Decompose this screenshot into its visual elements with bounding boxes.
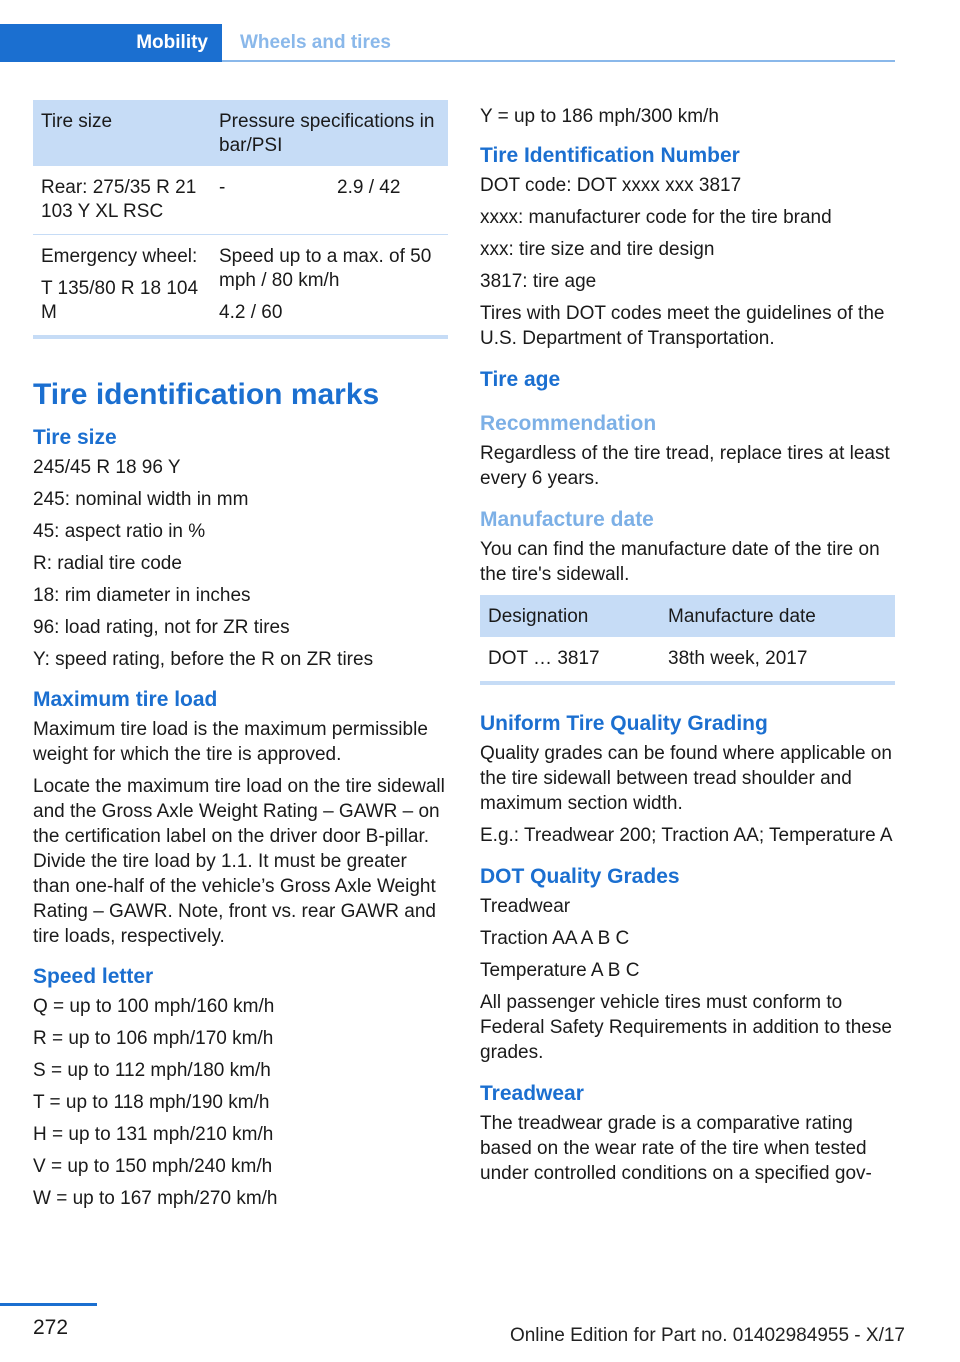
section-heading-max-load: Maximum tire load [33, 688, 218, 711]
section-heading-tire-size: Tire size [33, 426, 117, 449]
section-heading-speed-letter: Speed letter [33, 965, 154, 988]
table-cell: 38th week, 2017 [660, 637, 895, 683]
main-heading: Tire identification marks [33, 378, 380, 411]
table-row [33, 166, 448, 235]
table-row [33, 235, 448, 338]
footer-divider [0, 1303, 97, 1306]
left-column [33, 100, 448, 1218]
text-line: 3817: tire age [480, 271, 597, 292]
text-line: W = up to 167 mph/270 km/h [33, 1188, 278, 1209]
paragraph: E.g.: Treadwear 200; Traction AA; Temperature A [480, 825, 893, 846]
text-line: T = up to 118 mph/190 km/h [33, 1092, 270, 1113]
text-line: xxx: tire size and tire design [480, 239, 715, 260]
text-line: Treadwear [480, 896, 571, 917]
table-cell: - [211, 166, 329, 235]
tab-mobility[interactable]: Mobility [0, 24, 222, 62]
text-line: S = up to 112 mph/180 km/h [33, 1060, 271, 1081]
paragraph: Quality grades can be found where applicable on the tire sidewall between tread shoulder and maximum section width. [480, 743, 892, 814]
text-line: 96: load rating, not for ZR tires [33, 617, 290, 638]
text-line: 18: rim diameter in inches [33, 585, 251, 606]
text-line: 245/45 R 18 96 Y [33, 457, 181, 478]
text-line: Q = up to 100 mph/160 km/h [33, 996, 275, 1017]
paragraph: Regardless of the tire tread, replace tires at least every 6 years. [480, 443, 890, 489]
text-line: Y = up to 186 mph/300 km/h [480, 106, 719, 127]
table-cell [33, 235, 211, 338]
cell-text: Emergency wheel: [41, 246, 198, 267]
manufacture-date-table [480, 595, 895, 685]
paragraph: You can find the manufacture date of the tire on the tire's sidewall. [480, 539, 880, 585]
paragraph: The treadwear grade is a comparative rating based on the wear rate of the tire when tested under controlled conditions on a specified gov- [480, 1113, 872, 1184]
text-line: R = up to 106 mph/170 km/h [33, 1028, 274, 1049]
page-header [0, 24, 895, 62]
section-heading-utqg: Uniform Tire Quality Grading [480, 712, 768, 735]
section-heading-tin: Tire Identification Number [480, 144, 740, 167]
table-cell: 2.9 / 42 [329, 166, 448, 235]
paragraph: Tires with DOT codes meet the guidelines of the U.S. Department of Transportation. [480, 303, 885, 349]
text-line: 245: nominal width in mm [33, 489, 249, 510]
text-line: 45: aspect ratio in % [33, 521, 206, 542]
cell-text: Speed up to a max. of 50 mph / 80 km/h [219, 246, 432, 291]
text-line: R: radial tire code [33, 553, 182, 574]
text-line: xxxx: manufacturer code for the tire brand [480, 207, 832, 228]
table-row [480, 637, 895, 683]
subheading-manufacture-date: Manufacture date [480, 508, 654, 531]
table-cell: DOT … 3817 [480, 637, 660, 683]
subheading-recommendation: Recommendation [480, 412, 657, 435]
table-cell [211, 235, 448, 338]
table-header-cell: Designation [480, 595, 660, 637]
table-header-row [480, 595, 895, 637]
cell-text: T 135/80 R 18 104 M [41, 278, 199, 323]
table-header-cell: Tire size [33, 100, 211, 166]
section-heading-treadwear: Treadwear [480, 1082, 584, 1105]
paragraph: Locate the maximum tire load on the tire sidewall and the Gross Axle Weight Rating – GAWR – on the certification label on the driver door B-pillar. Divide the tire load by 1.1. It must be greater than one-half of the vehicle’s Gross Axle Weight Rating – GAWR. Note, front vs. rear GAWR and tire loads, respectively. [33, 776, 445, 947]
text-line: H = up to 131 mph/210 km/h [33, 1124, 274, 1145]
table-header-cell: Manufacture date [660, 595, 895, 637]
section-heading-tire-age: Tire age [480, 368, 561, 391]
table-header-row [33, 100, 448, 166]
header-divider [222, 60, 895, 62]
table-header-cell: Pressure specifications in bar/PSI [211, 100, 448, 166]
text-line: V = up to 150 mph/240 km/h [33, 1156, 273, 1177]
footer-edition: Online Edition for Part no. 01402984955 - X/17 [509, 1325, 905, 1346]
cell-text: 4.2 / 60 [219, 302, 283, 323]
text-line: Temperature A B C [480, 960, 640, 981]
section-heading-dot-grades: DOT Quality Grades [480, 865, 680, 888]
paragraph: Maximum tire load is the maximum permissible weight for which the tire is approved. [33, 719, 428, 765]
table-cell: Rear: 275/35 R 21 103 Y XL RSC [33, 166, 211, 235]
paragraph: All passenger vehicle tires must conform to Federal Safety Requirements in addition to these grades. [480, 992, 892, 1063]
text-line: Traction AA A B C [480, 928, 630, 949]
text-line: Y: speed rating, before the R on ZR tires [33, 649, 374, 670]
text-line: DOT code: DOT xxxx xxx 3817 [480, 175, 742, 196]
right-column [480, 104, 895, 1193]
pressure-table [33, 100, 448, 339]
page-number: 272 [33, 1316, 69, 1339]
tab-wheels-and-tires[interactable]: Wheels and tires [240, 32, 391, 53]
